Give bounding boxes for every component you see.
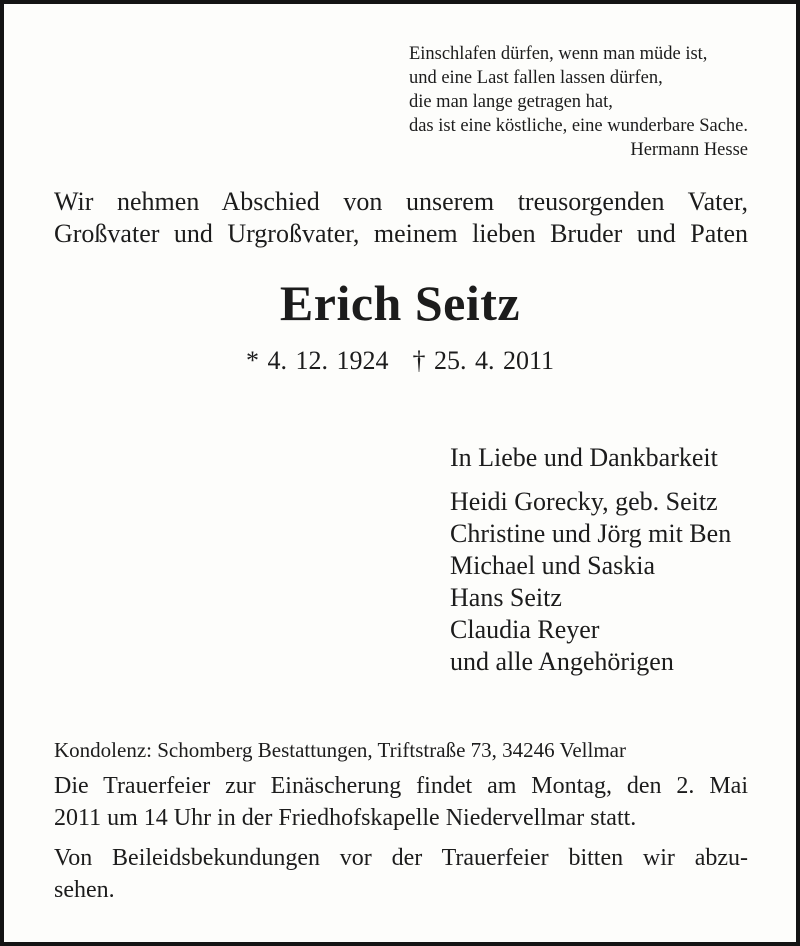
intro-line-2: Großvater und Urgroßvater, meinem lieben Bruder und Paten <box>54 219 748 248</box>
birth-date: * 4. 12. 1924 <box>245 346 389 375</box>
family-member: Christine und Jörg mit Ben <box>450 519 732 548</box>
poem-quote <box>409 42 748 162</box>
intro-text <box>54 186 748 250</box>
condolence-request-line-2: sehen. <box>54 877 115 903</box>
family-heading: In Liebe und Dankbarkeit <box>450 443 718 472</box>
family-member: Hans Seitz <box>450 583 562 612</box>
life-dates <box>4 346 796 376</box>
intro-line-1: Wir nehmen Abschied von unserem treusorgenden Vater, <box>54 187 748 216</box>
condolence-address: Kondolenz: Schomberg Bestattungen, Triftstraße 73, 34246 Vellmar <box>54 738 626 762</box>
poem-line: und eine Last fallen lassen dürfen, <box>408 68 663 88</box>
condolence-request <box>54 842 748 906</box>
poem-author: Hermann Hesse <box>630 140 748 160</box>
deceased-name: Erich Seitz <box>279 275 521 331</box>
family-member: und alle Angehörigen <box>450 647 674 676</box>
death-date: † 25. 4. 2011 <box>412 346 555 375</box>
funeral-info-line-1: Die Trauerfeier zur Einäscherung findet am Montag, den 2. Mai <box>54 773 748 799</box>
family-member: Claudia Reyer <box>450 615 600 644</box>
poem-line: die man lange getragen hat, <box>408 92 613 112</box>
poem-line: Einschlafen dürfen, wenn man müde ist, <box>408 44 708 64</box>
family-member: Heidi Gorecky, geb. Seitz <box>450 487 718 516</box>
notes-section <box>54 736 748 914</box>
family-list <box>450 442 731 678</box>
funeral-info <box>54 770 748 834</box>
funeral-info-line-2: 2011 um 14 Uhr in der Friedhofskapelle Niedervellmar statt. <box>54 805 637 831</box>
poem-line: das ist eine köstliche, eine wunderbare Sache. <box>408 116 748 136</box>
family-member: Michael und Saskia <box>450 551 656 580</box>
condolence-request-line-1: Von Beileidsbekundungen vor der Trauerfeier bitten wir abzu- <box>54 845 748 871</box>
